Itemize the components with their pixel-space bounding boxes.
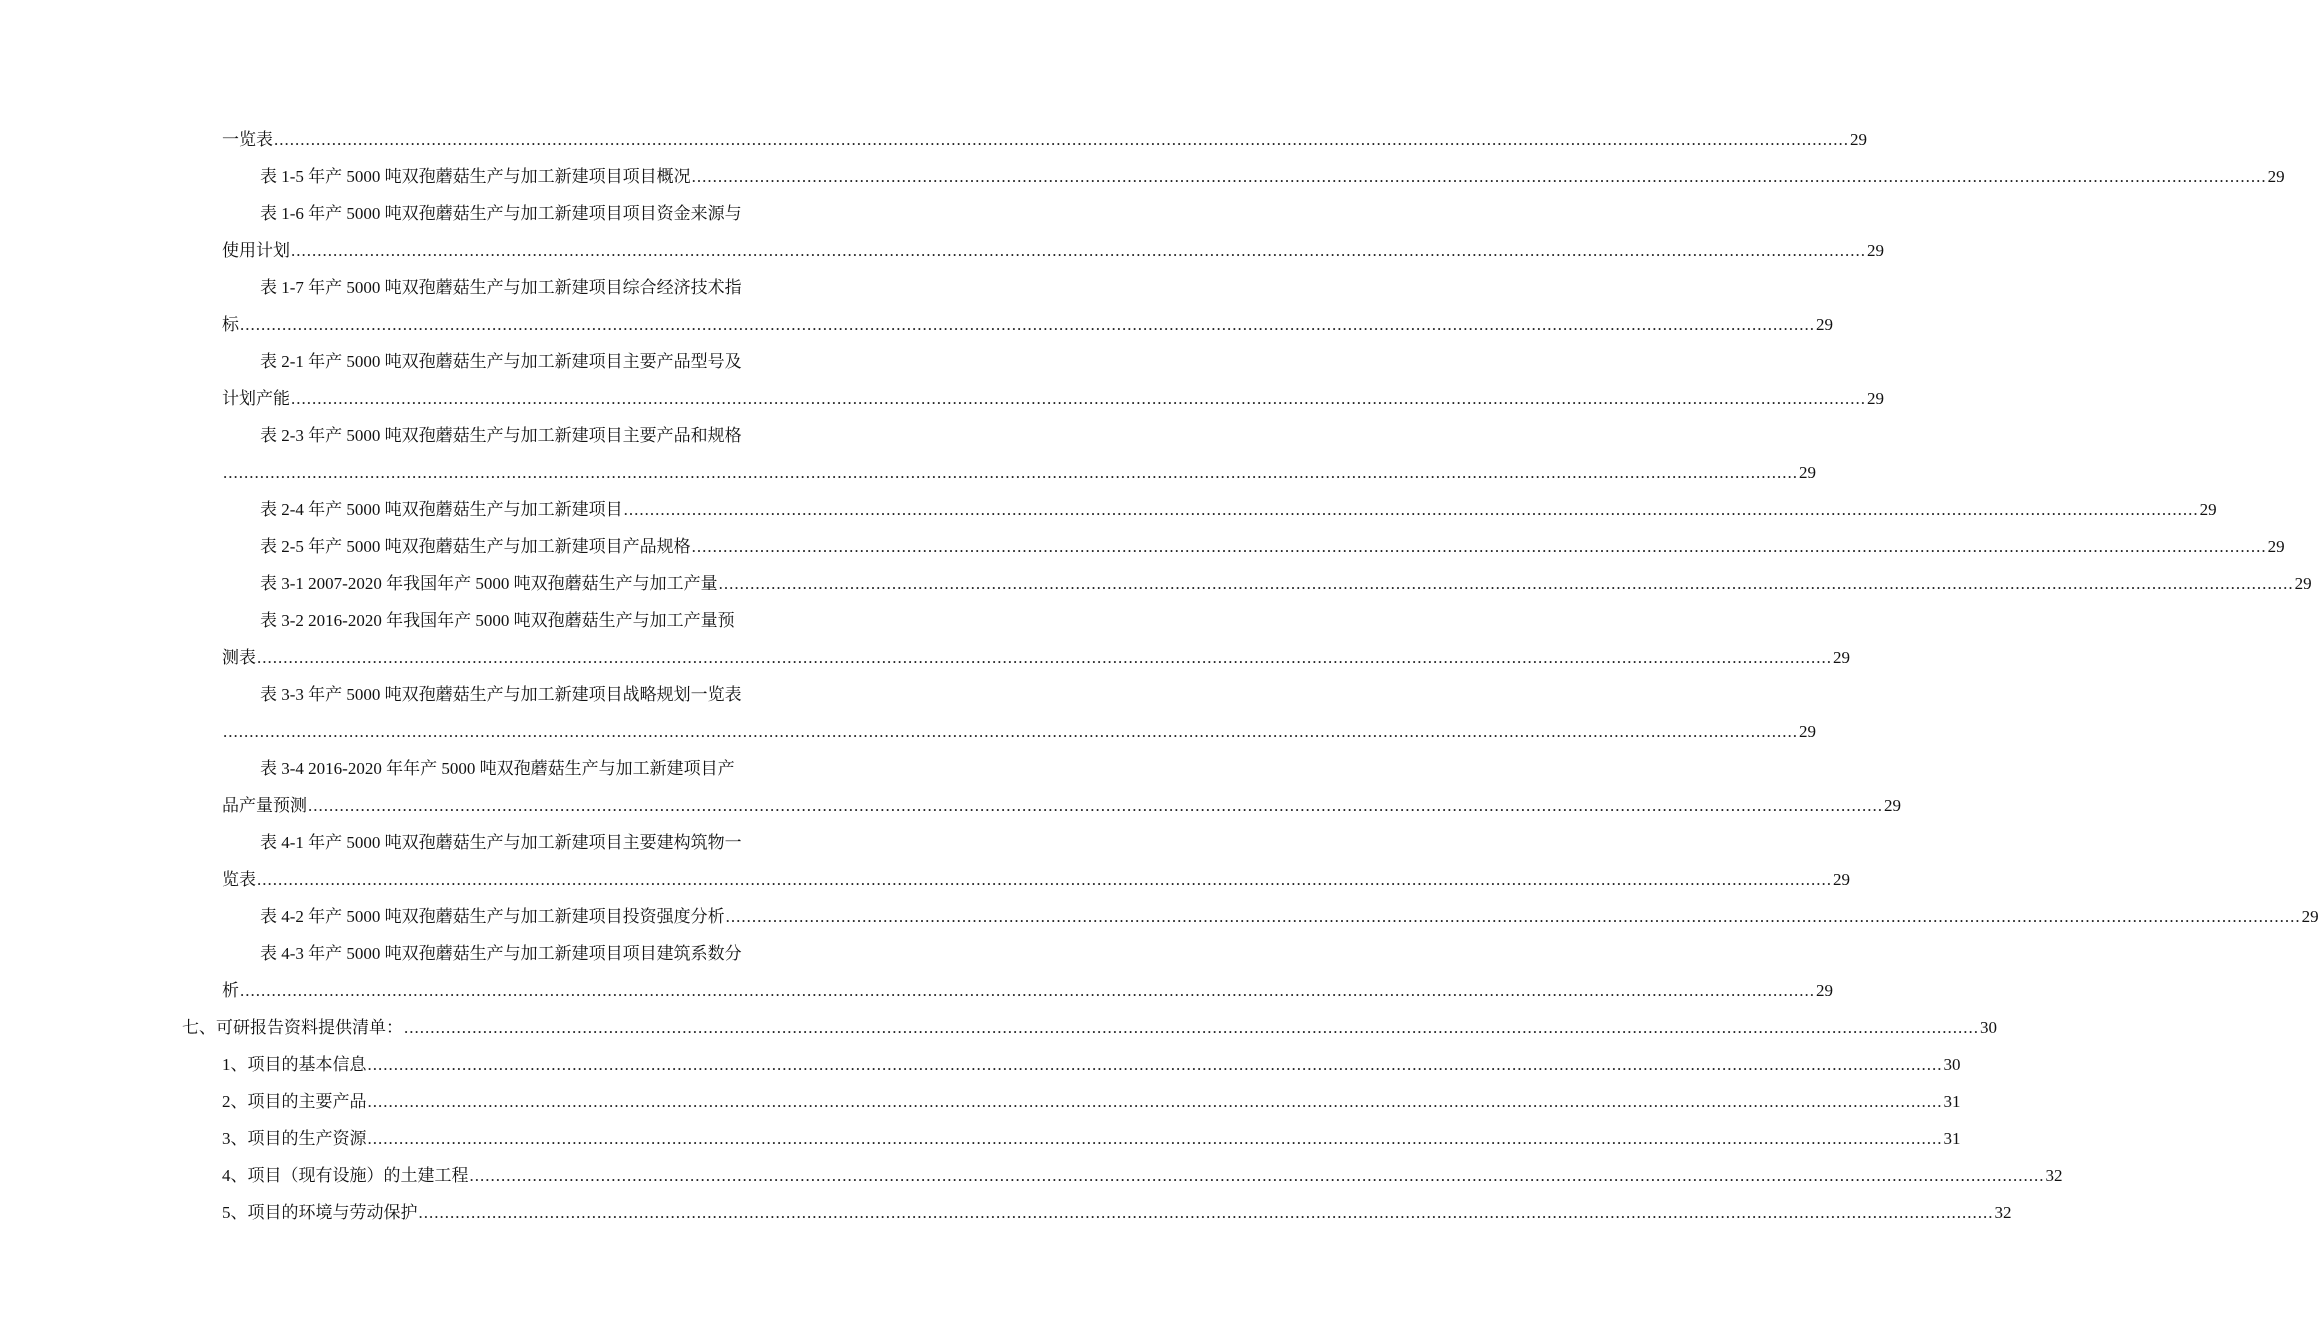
toc-entry-title: 标 bbox=[222, 315, 239, 334]
dot-leader: ............................................................................................................................................................................................................................................................................................................ bbox=[257, 870, 1832, 889]
toc-page-number: 29 bbox=[1867, 389, 1884, 408]
dot-leader: ............................................................................................................................................................................................................................................................................................................ bbox=[291, 389, 1866, 408]
toc-entry-title: 一览表 bbox=[222, 130, 273, 149]
toc-entry-title: 表 4-1 年产 5000 吨双孢蘑菇生产与加工新建项目主要建构筑物一 bbox=[260, 833, 742, 852]
dot-leader: ............................................................................................................................................................................................................................................................................................................ bbox=[718, 574, 2294, 593]
toc-entry-continued[interactable] bbox=[222, 232, 1884, 269]
toc-entry-title: 使用计划 bbox=[222, 241, 290, 260]
toc-page-number: 29 bbox=[1833, 648, 1850, 667]
toc-entry[interactable] bbox=[260, 343, 806, 380]
toc-entry[interactable] bbox=[260, 676, 806, 713]
toc-entry[interactable] bbox=[260, 935, 806, 972]
dot-leader: ............................................................................................................................................................................................................................................................................................................ bbox=[367, 1129, 1943, 1148]
toc-entry[interactable] bbox=[222, 1194, 2012, 1231]
toc-entry-title: 4、项目（现有设施）的土建工程 bbox=[222, 1166, 469, 1185]
toc-entry-title: 表 3-2 2016-2020 年我国年产 5000 吨双孢蘑菇生产与加工产量预 bbox=[260, 611, 735, 630]
toc-entry[interactable] bbox=[260, 528, 2285, 565]
toc-entry-title: 计划产能 bbox=[222, 389, 290, 408]
toc-entry-title: 表 2-5 年产 5000 吨双孢蘑菇生产与加工新建项目产品规格 bbox=[260, 537, 691, 556]
toc-page-number: 31 bbox=[1943, 1129, 1961, 1148]
toc-entry[interactable] bbox=[182, 1009, 1997, 1046]
toc-page-number: 29 bbox=[1833, 870, 1850, 889]
toc-page-number: 30 bbox=[1980, 1018, 1997, 1037]
toc-entry[interactable] bbox=[222, 1083, 1961, 1120]
toc-page-number: 30 bbox=[1943, 1055, 1961, 1074]
toc-entry-title: 品产量预测 bbox=[222, 796, 307, 815]
toc-entry[interactable] bbox=[222, 1046, 1961, 1083]
toc-entry-continued[interactable] bbox=[222, 787, 1901, 824]
toc-entry[interactable] bbox=[222, 1157, 2063, 1194]
toc-page-number: 32 bbox=[2045, 1166, 2063, 1185]
toc-page-number: 32 bbox=[1994, 1203, 2012, 1222]
toc-entry-title: 1、项目的基本信息 bbox=[222, 1055, 367, 1074]
toc-entry[interactable] bbox=[260, 898, 2319, 935]
dot-leader: ............................................................................................................................................................................................................................................................................................................ bbox=[291, 241, 1866, 260]
toc-entry-title: 表 2-1 年产 5000 吨双孢蘑菇生产与加工新建项目主要产品型号及 bbox=[260, 352, 742, 371]
dot-leader: ............................................................................................................................................................................................................................................................................................................ bbox=[308, 796, 1883, 815]
dot-leader: ............................................................................................................................................................................................................................................................................................................ bbox=[418, 1203, 1994, 1222]
table-of-contents bbox=[0, 121, 2319, 1231]
toc-entry[interactable] bbox=[260, 565, 2312, 602]
toc-page-number: 31 bbox=[1943, 1092, 1961, 1111]
toc-page-number: 29 bbox=[1816, 315, 1833, 334]
toc-page-number: 29 bbox=[1867, 241, 1884, 260]
toc-page-number: 29 bbox=[1884, 796, 1901, 815]
toc-entry-title: 表 1-5 年产 5000 吨双孢蘑菇生产与加工新建项目项目概况 bbox=[260, 167, 691, 186]
toc-entry[interactable] bbox=[222, 1120, 1961, 1157]
toc-entry-continued[interactable] bbox=[222, 713, 1816, 750]
toc-entry[interactable] bbox=[260, 824, 806, 861]
toc-entry-title: 3、项目的生产资源 bbox=[222, 1129, 367, 1148]
toc-entry-title: 表 4-3 年产 5000 吨双孢蘑菇生产与加工新建项目项目建筑系数分 bbox=[260, 944, 742, 963]
toc-entry-title: 析 bbox=[222, 981, 239, 1000]
dot-leader: ............................................................................................................................................................................................................................................................................................................ bbox=[274, 130, 1849, 149]
dot-leader: ............................................................................................................................................................................................................................................................................................................ bbox=[367, 1092, 1943, 1111]
toc-entry[interactable] bbox=[260, 750, 806, 787]
dot-leader: ............................................................................................................................................................................................................................................................................................................ bbox=[404, 1018, 1979, 1037]
toc-page-number: 29 bbox=[2199, 500, 2217, 519]
toc-entry[interactable] bbox=[260, 195, 806, 232]
dot-leader: ............................................................................................................................................................................................................................................................................................................ bbox=[223, 722, 1798, 741]
toc-entry[interactable] bbox=[260, 491, 2217, 528]
dot-leader: ............................................................................................................................................................................................................................................................................................................ bbox=[240, 315, 1815, 334]
toc-entry[interactable] bbox=[260, 417, 806, 454]
toc-page-number: 29 bbox=[1850, 130, 1867, 149]
toc-entry[interactable] bbox=[222, 121, 1867, 158]
toc-entry-title: 表 2-3 年产 5000 吨双孢蘑菇生产与加工新建项目主要产品和规格 bbox=[260, 426, 742, 445]
dot-leader: ............................................................................................................................................................................................................................................................................................................ bbox=[623, 500, 2199, 519]
dot-leader: ............................................................................................................................................................................................................................................................................................................ bbox=[257, 648, 1832, 667]
toc-entry-title: 览表 bbox=[222, 870, 256, 889]
toc-entry-continued[interactable] bbox=[222, 306, 1833, 343]
toc-page-number: 29 bbox=[1799, 463, 1816, 482]
toc-entry-continued[interactable] bbox=[222, 861, 1850, 898]
dot-leader: ............................................................................................................................................................................................................................................................................................................ bbox=[691, 537, 2267, 556]
toc-entry-title: 表 3-3 年产 5000 吨双孢蘑菇生产与加工新建项目战略规划一览表 bbox=[260, 685, 742, 704]
toc-page-number: 29 bbox=[2267, 167, 2285, 186]
toc-entry-title: 表 1-6 年产 5000 吨双孢蘑菇生产与加工新建项目项目资金来源与 bbox=[260, 204, 742, 223]
toc-page-number: 29 bbox=[2301, 907, 2319, 926]
toc-entry-continued[interactable] bbox=[222, 972, 1833, 1009]
toc-page-number: 29 bbox=[2294, 574, 2312, 593]
dot-leader: ............................................................................................................................................................................................................................................................................................................ bbox=[367, 1055, 1943, 1074]
toc-entry-title: 表 3-4 2016-2020 年年产 5000 吨双孢蘑菇生产与加工新建项目产 bbox=[260, 759, 735, 778]
dot-leader: ............................................................................................................................................................................................................................................................................................................ bbox=[223, 463, 1798, 482]
toc-entry-title: 测表 bbox=[222, 648, 256, 667]
toc-entry[interactable] bbox=[260, 158, 2285, 195]
toc-entry-title: 5、项目的环境与劳动保护 bbox=[222, 1203, 418, 1222]
toc-entry-continued[interactable] bbox=[222, 639, 1850, 676]
toc-entry[interactable] bbox=[260, 269, 806, 306]
dot-leader: ............................................................................................................................................................................................................................................................................................................ bbox=[691, 167, 2267, 186]
toc-page-number: 29 bbox=[2267, 537, 2285, 556]
dot-leader: ............................................................................................................................................................................................................................................................................................................ bbox=[469, 1166, 2045, 1185]
toc-entry-title: 2、项目的主要产品 bbox=[222, 1092, 367, 1111]
toc-entry[interactable] bbox=[260, 602, 806, 639]
dot-leader: ............................................................................................................................................................................................................................................................................................................ bbox=[240, 981, 1815, 1000]
toc-entry-continued[interactable] bbox=[222, 454, 1816, 491]
toc-page-number: 29 bbox=[1799, 722, 1816, 741]
toc-entry-title: 表 2-4 年产 5000 吨双孢蘑菇生产与加工新建项目 bbox=[260, 500, 623, 519]
toc-entry-title: 表 3-1 2007-2020 年我国年产 5000 吨双孢蘑菇生产与加工产量 bbox=[260, 574, 718, 593]
toc-page-number: 29 bbox=[1816, 981, 1833, 1000]
dot-leader: ............................................................................................................................................................................................................................................................................................................ bbox=[725, 907, 2301, 926]
toc-entry-title: 表 1-7 年产 5000 吨双孢蘑菇生产与加工新建项目综合经济技术指 bbox=[260, 278, 742, 297]
toc-entry-title: 表 4-2 年产 5000 吨双孢蘑菇生产与加工新建项目投资强度分析 bbox=[260, 907, 725, 926]
toc-entry-title: 七、可研报告资料提供清单： bbox=[182, 1018, 403, 1037]
toc-entry-continued[interactable] bbox=[222, 380, 1884, 417]
